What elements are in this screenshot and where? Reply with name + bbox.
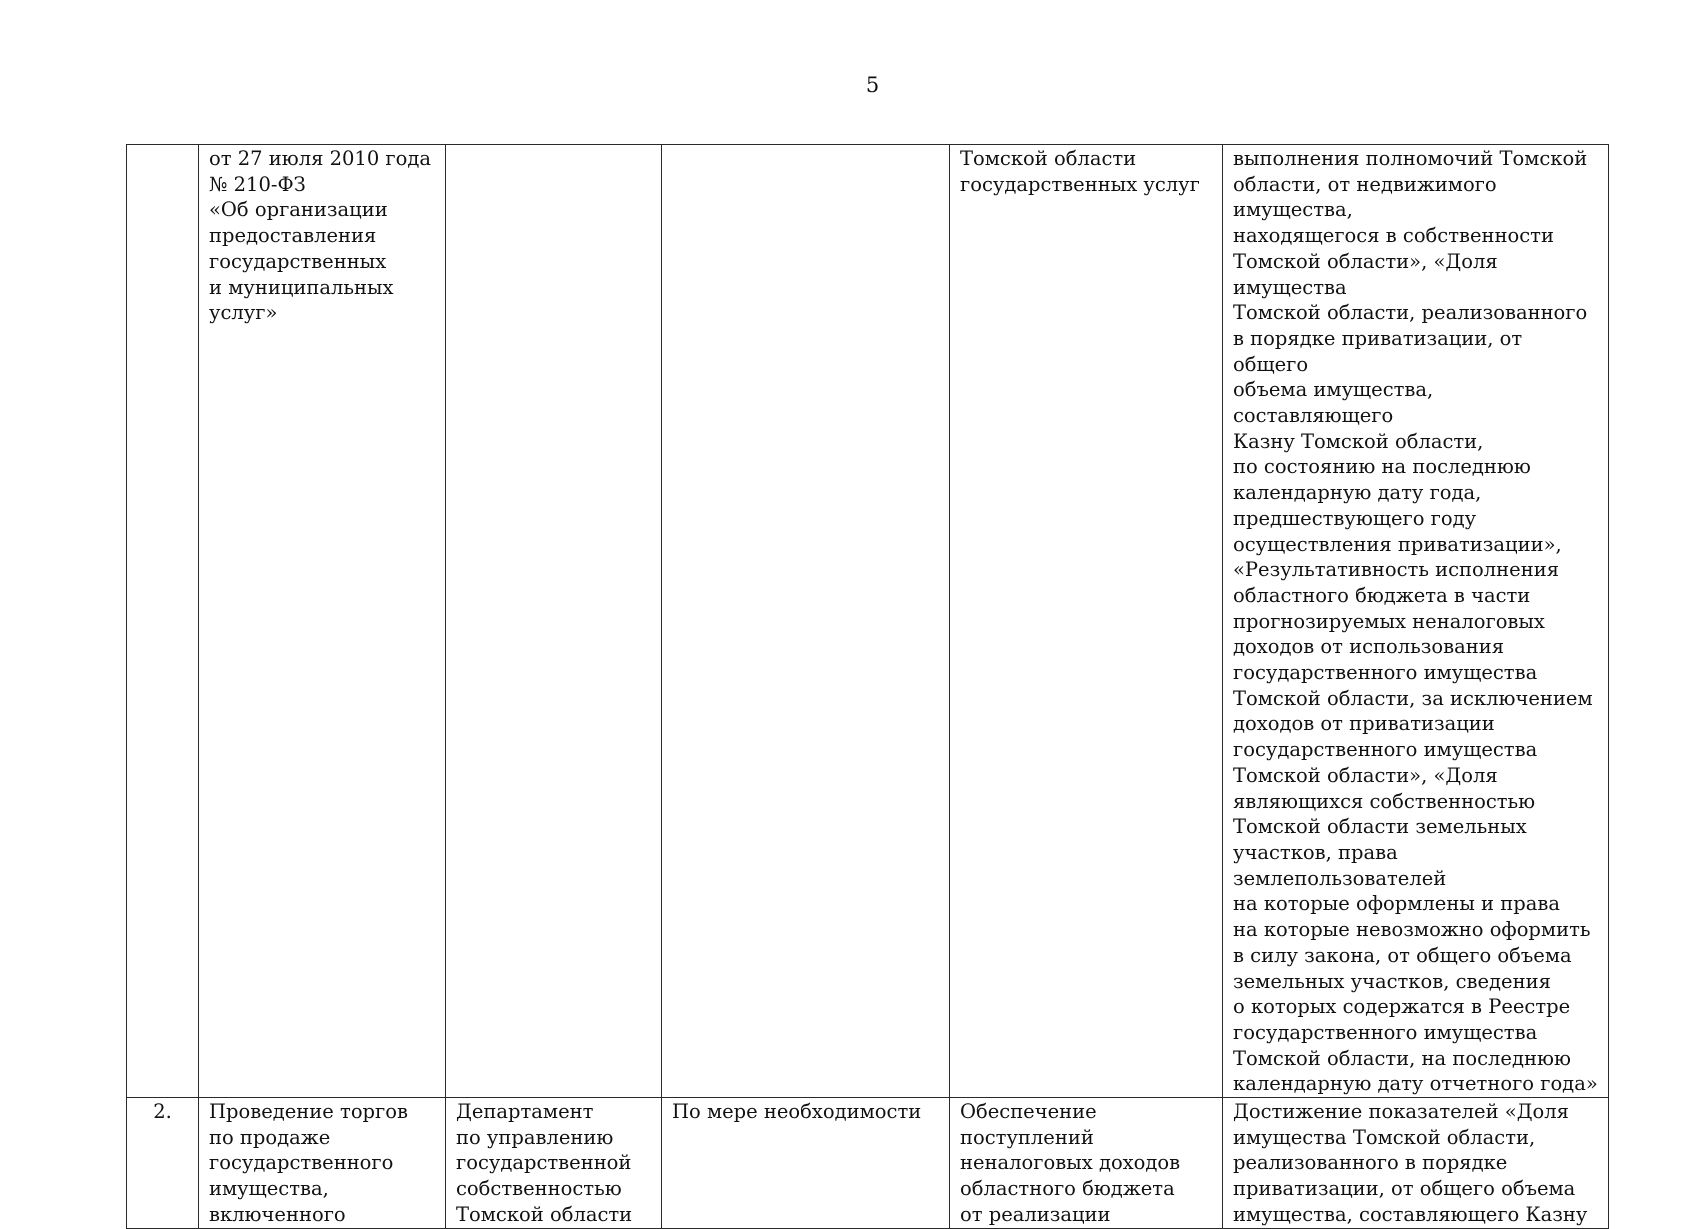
- measures-table: [126, 144, 1609, 1229]
- term-cell: [662, 145, 950, 1098]
- term-cell: По мере необходимости: [662, 1098, 950, 1229]
- page-number: 5: [865, 73, 880, 97]
- table-row: [127, 1098, 1609, 1229]
- event-cell: от 27 июля 2010 года № 210-ФЗ «Об организации предоставления государственных и муниципальных услуг»: [199, 145, 446, 1098]
- row-number-cell: [127, 145, 199, 1098]
- indicators-cell: Достижение показателей «Доля имущества Томской области, реализованного в порядке приватизации, от общего объема имущества, составляющего Казну: [1223, 1098, 1609, 1229]
- result-cell: Обеспечение поступлений неналоговых доходов областного бюджета от реализации: [950, 1098, 1223, 1229]
- row-number-cell: 2.: [127, 1098, 199, 1229]
- executor-cell: Департамент по управлению государственной собственностью Томской области: [446, 1098, 662, 1229]
- table-row: [127, 145, 1609, 1098]
- executor-cell: [446, 145, 662, 1098]
- result-cell: Томской области государственных услуг: [950, 145, 1223, 1098]
- indicators-cell: выполнения полномочий Томской области, от недвижимого имущества, находящегося в собственности Томской области», «Доля имущества Томской области, реализованного в порядке приватизации, от общего объема имущества, составляющего Казну Томской области, по состоянию на последнюю календарную дату года, предшествующего году осуществления приватизации», «Результативность исполнения областного бюджета в части прогнозируемых неналоговых доходов от использования государственного имущества Томской области, за исключением доходов от приватизации государственного имущества Томской области», «Доля являющихся собственностью Томской области земельных участков, права землепользователей на которые оформлены и права на которые невозможно оформить в силу закона, от общего объема земельных участков, сведения о которых содержатся в Реестре государственного имущества Томской области, на последнюю календарную дату отчетного года»: [1223, 145, 1609, 1098]
- event-cell: Проведение торгов по продаже государственного имущества, включенного: [199, 1098, 446, 1229]
